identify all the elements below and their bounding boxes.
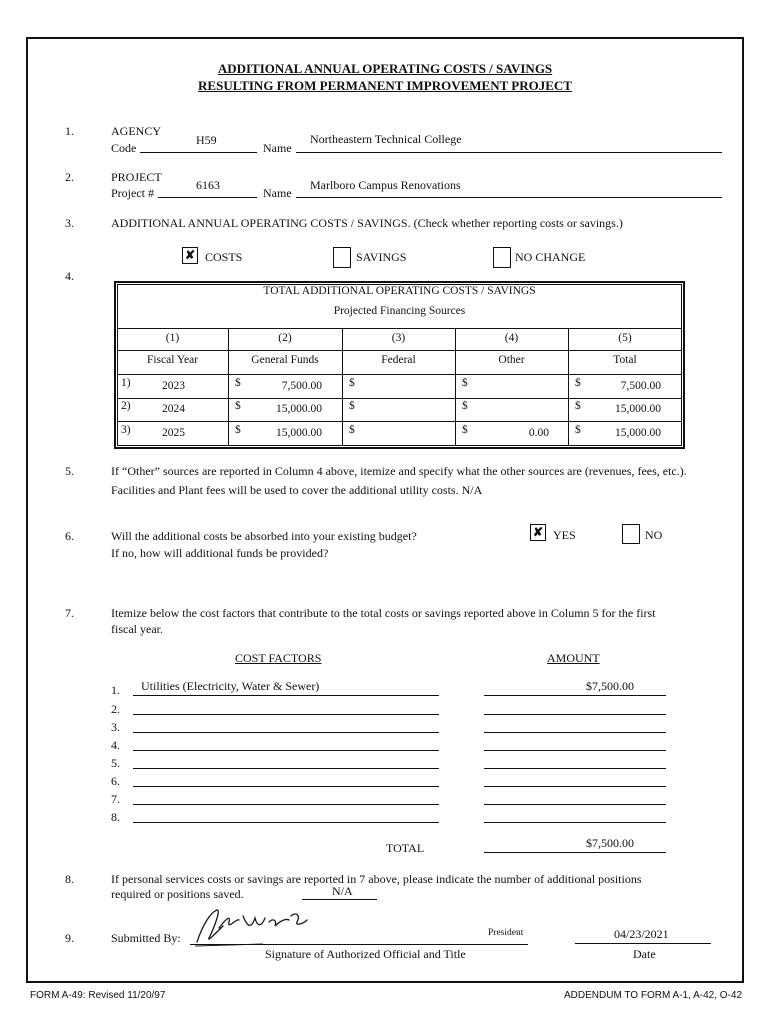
total-cell[interactable]: 15,000.00 <box>615 427 661 439</box>
table-subtitle: Projected Financing Sources <box>333 305 466 317</box>
factor-underline <box>133 822 439 823</box>
table-col-divider <box>568 328 569 446</box>
factor-number: 6. <box>111 774 120 788</box>
total-label: TOTAL <box>386 841 425 855</box>
item8-number: 8. <box>65 872 74 886</box>
positions-field[interactable]: N/A <box>332 884 353 898</box>
code-underline <box>140 152 257 153</box>
footer-form-id: FORM A-49: Revised 11/20/97 <box>30 990 166 1001</box>
project-label: PROJECT <box>111 170 162 184</box>
factor-number: 3. <box>111 720 120 734</box>
agency-label: AGENCY <box>111 124 161 138</box>
item2-number: 2. <box>65 170 74 184</box>
table-rule <box>117 350 682 351</box>
no-label: NO <box>645 528 663 542</box>
factor-number: 4. <box>111 738 120 752</box>
currency-sign: $ <box>575 424 581 436</box>
col-number: (2) <box>278 332 292 344</box>
item6-number: 6. <box>65 529 74 543</box>
signature-caption: Signature of Authorized Official and Title <box>265 947 466 961</box>
savings-checkbox[interactable] <box>333 247 351 268</box>
agency-name-label: Name <box>263 141 292 155</box>
agency-name-underline <box>296 152 722 153</box>
cost-factor-field[interactable]: Utilities (Electricity, Water & Sewer) <box>141 679 320 693</box>
factor-underline <box>133 768 439 769</box>
item7-number: 7. <box>65 606 74 620</box>
general-funds-cell[interactable]: 7,500.00 <box>281 380 322 392</box>
factor-underline <box>133 714 439 715</box>
costs-checkbox[interactable]: ✘ <box>182 247 198 264</box>
factor-number: 2. <box>111 702 120 716</box>
project-name-label: Name <box>263 186 292 200</box>
col-header-other: Other <box>498 354 525 366</box>
positions-underline <box>302 899 377 900</box>
table-rule <box>117 421 682 422</box>
item5-number: 5. <box>65 464 74 478</box>
currency-sign: $ <box>349 400 355 412</box>
factor-underline <box>133 750 439 751</box>
row-index: 3) <box>121 424 131 436</box>
amount-underline <box>484 786 666 787</box>
currency-sign: $ <box>575 377 581 389</box>
total-underline <box>484 852 666 853</box>
currency-sign: $ <box>462 377 468 389</box>
footer-addendum: ADDENDUM TO FORM A-1, A-42, O-42 <box>564 990 743 1001</box>
agency-name-field[interactable]: Northeastern Technical College <box>310 132 462 146</box>
amount-header: AMOUNT <box>547 651 600 665</box>
code-label: Code <box>111 141 137 155</box>
table-rule <box>117 328 682 329</box>
currency-sign: $ <box>575 400 581 412</box>
factor-underline <box>133 732 439 733</box>
costs-label: COSTS <box>205 250 243 264</box>
factor-underline <box>133 804 439 805</box>
amount-underline <box>484 750 666 751</box>
project-name-field[interactable]: Marlboro Campus Renovations <box>310 178 461 192</box>
project-number-underline <box>158 197 257 198</box>
col-header-general-funds: General Funds <box>251 354 319 366</box>
project-number-label: Project # <box>111 186 154 200</box>
form-title-line2: RESULTING FROM PERMANENT IMPROVEMENT PROJECT <box>198 78 572 93</box>
row-index: 1) <box>121 377 131 389</box>
table-title: TOTAL ADDITIONAL OPERATING COSTS / SAVINGS <box>263 285 536 297</box>
no-change-checkbox[interactable] <box>493 247 511 268</box>
factor-number: 8. <box>111 810 120 824</box>
other-cell[interactable]: 0.00 <box>528 427 549 439</box>
item7-text-line1: Itemize below the cost factors that contribute to the total costs or savings reported above in Column 5 for the first <box>111 606 656 620</box>
item7-text-line2: fiscal year. <box>111 622 163 636</box>
amount-field[interactable]: $7,500.00 <box>586 679 634 693</box>
yes-label: YES <box>553 528 576 542</box>
amount-underline <box>484 714 666 715</box>
factor-underline <box>133 786 439 787</box>
item3-text: ADDITIONAL ANNUAL OPERATING COSTS / SAVINGS. (Check whether reporting costs or savings.) <box>111 216 623 230</box>
other-sources-answer[interactable]: Facilities and Plant fees will be used to cover the additional utility costs. N/A <box>111 483 483 497</box>
yes-checkbox[interactable]: ✘ <box>530 524 546 541</box>
project-number-field[interactable]: 6163 <box>196 178 220 192</box>
item1-number: 1. <box>65 124 74 138</box>
item8-text-line1: If personal services costs or savings are reported in 7 above, please indicate the number of additional positions <box>111 872 642 886</box>
item6-question: Will the additional costs be absorbed into your existing budget? <box>111 529 417 543</box>
savings-label: SAVINGS <box>356 250 407 264</box>
no-checkbox[interactable] <box>622 524 640 544</box>
currency-sign: $ <box>235 400 241 412</box>
total-amount-field[interactable]: $7,500.00 <box>586 836 634 850</box>
table-col-divider <box>455 328 456 446</box>
official-title[interactable]: President <box>488 928 524 938</box>
currency-sign: $ <box>349 424 355 436</box>
submitted-by-label: Submitted By: <box>111 931 181 945</box>
no-change-label: NO CHANGE <box>515 250 586 264</box>
col-number: (5) <box>618 332 632 344</box>
currency-sign: $ <box>235 424 241 436</box>
col-number: (3) <box>391 332 406 344</box>
project-name-underline <box>296 197 722 198</box>
item5-text: If “Other” sources are reported in Column 4 above, itemize and specify what the other sources are (revenues, fees, etc.). <box>111 464 687 478</box>
fiscal-year-cell[interactable]: 2024 <box>162 403 185 415</box>
amount-underline <box>484 732 666 733</box>
table-col-divider <box>228 328 229 446</box>
currency-sign: $ <box>235 377 241 389</box>
cost-factors-header: COST FACTORS <box>235 651 322 665</box>
col-header-total: Total <box>613 354 637 366</box>
row-index: 2) <box>121 400 131 412</box>
table-col-divider <box>342 328 343 446</box>
signature-image <box>193 904 313 948</box>
currency-sign: $ <box>462 400 468 412</box>
signature-underline <box>190 944 528 945</box>
col-header-fiscal-year: Fiscal Year <box>146 354 199 366</box>
amount-underline <box>484 695 666 696</box>
factor-underline <box>133 695 439 696</box>
currency-sign: $ <box>462 424 468 436</box>
agency-code-field[interactable]: H59 <box>196 133 217 147</box>
fiscal-year-cell[interactable]: 2023 <box>162 380 185 392</box>
factor-number: 7. <box>111 792 120 806</box>
date-field[interactable]: 04/23/2021 <box>614 927 669 941</box>
total-cell[interactable]: 15,000.00 <box>615 403 661 415</box>
item6-followup: If no, how will additional funds be provided? <box>111 546 329 560</box>
factor-number: 5. <box>111 756 120 770</box>
table-rule <box>117 398 682 399</box>
form-title-line1: ADDITIONAL ANNUAL OPERATING COSTS / SAVINGS <box>217 61 553 76</box>
general-funds-cell[interactable]: 15,000.00 <box>276 427 322 439</box>
col-number: (1) <box>165 332 180 344</box>
fiscal-year-cell[interactable]: 2025 <box>162 427 185 439</box>
total-cell[interactable]: 7,500.00 <box>620 380 661 392</box>
factor-number: 1. <box>111 683 120 697</box>
col-number: (4) <box>504 332 519 344</box>
currency-sign: $ <box>349 377 355 389</box>
amount-underline <box>484 804 666 805</box>
general-funds-cell[interactable]: 15,000.00 <box>276 403 322 415</box>
item4-number: 4. <box>65 269 74 283</box>
amount-underline <box>484 822 666 823</box>
item8-text-line2: required or positions saved. <box>111 887 244 901</box>
item3-number: 3. <box>65 216 74 230</box>
amount-underline <box>484 768 666 769</box>
item9-number: 9. <box>65 931 74 945</box>
date-underline <box>575 943 711 944</box>
table-rule <box>117 374 682 375</box>
col-header-federal: Federal <box>381 354 416 366</box>
date-caption: Date <box>633 947 656 961</box>
